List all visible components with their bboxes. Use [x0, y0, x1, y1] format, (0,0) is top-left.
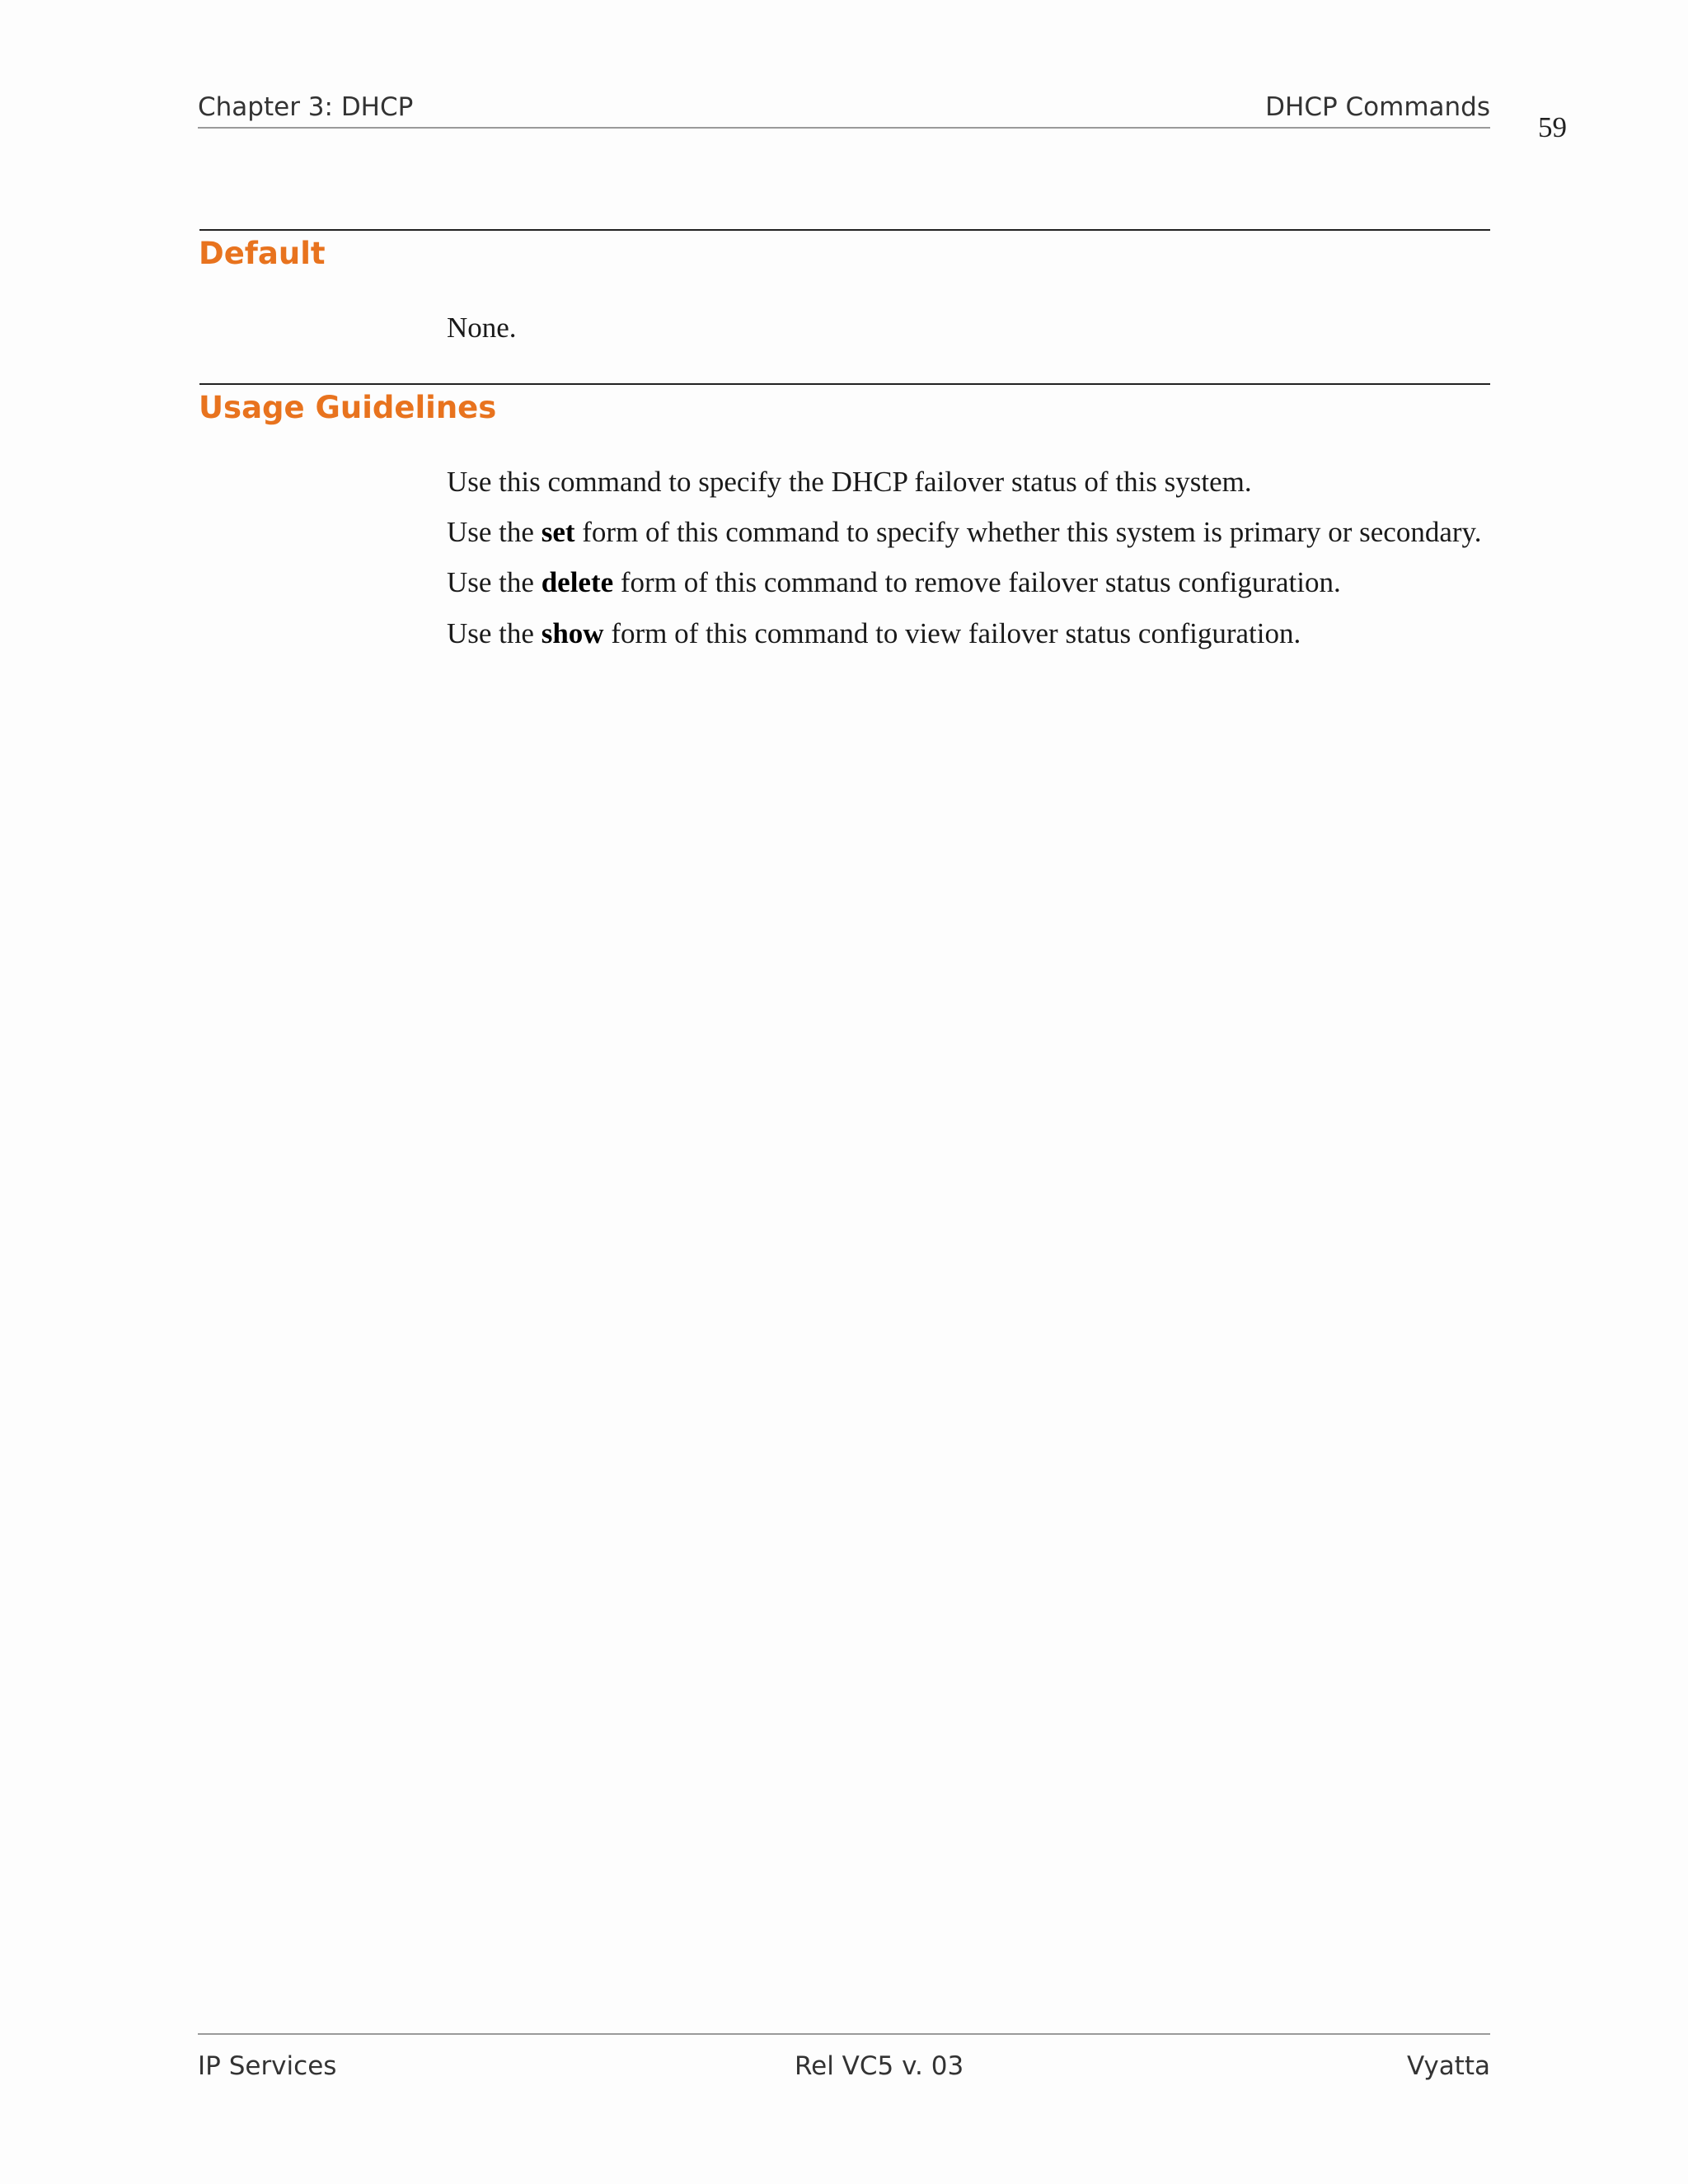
- usage-text: form of this command to specify whether this system is primary or secondary.: [574, 516, 1482, 548]
- usage-text: form of this command to remove failover status configuration.: [613, 566, 1341, 598]
- section-divider-usage: [199, 383, 1490, 385]
- running-footer: [198, 2033, 1490, 2084]
- default-value-text: None.: [447, 312, 517, 344]
- footer-release: Rel VC5 v. 03: [795, 2051, 964, 2081]
- header-chapter: Chapter 3: DHCP: [198, 92, 414, 122]
- running-header: [198, 89, 1490, 129]
- usage-text: Use the: [447, 516, 542, 548]
- usage-text: form of this command to view failover status configuration.: [603, 617, 1301, 649]
- usage-paragraph-set: [447, 513, 1482, 551]
- page-number: 59: [1538, 111, 1567, 143]
- section-divider-default: [199, 229, 1490, 231]
- usage-keyword-delete: delete: [541, 566, 614, 598]
- usage-keyword-show: show: [541, 617, 604, 649]
- footer-company: Vyatta: [1406, 2051, 1490, 2081]
- usage-paragraph: [447, 463, 1252, 501]
- usage-paragraph-delete: [447, 564, 1341, 602]
- usage-paragraph-show: [447, 615, 1301, 653]
- usage-keyword-set: set: [541, 516, 575, 548]
- usage-text: Use the: [447, 566, 542, 598]
- usage-text: Use the: [447, 617, 542, 649]
- section-heading-default: Default: [199, 236, 326, 271]
- header-section: DHCP Commands: [1265, 92, 1490, 122]
- footer-product: IP Services: [198, 2051, 337, 2081]
- usage-text: Use this command to specify the DHCP failover status of this system.: [447, 466, 1252, 498]
- section-heading-usage: Usage Guidelines: [199, 390, 497, 425]
